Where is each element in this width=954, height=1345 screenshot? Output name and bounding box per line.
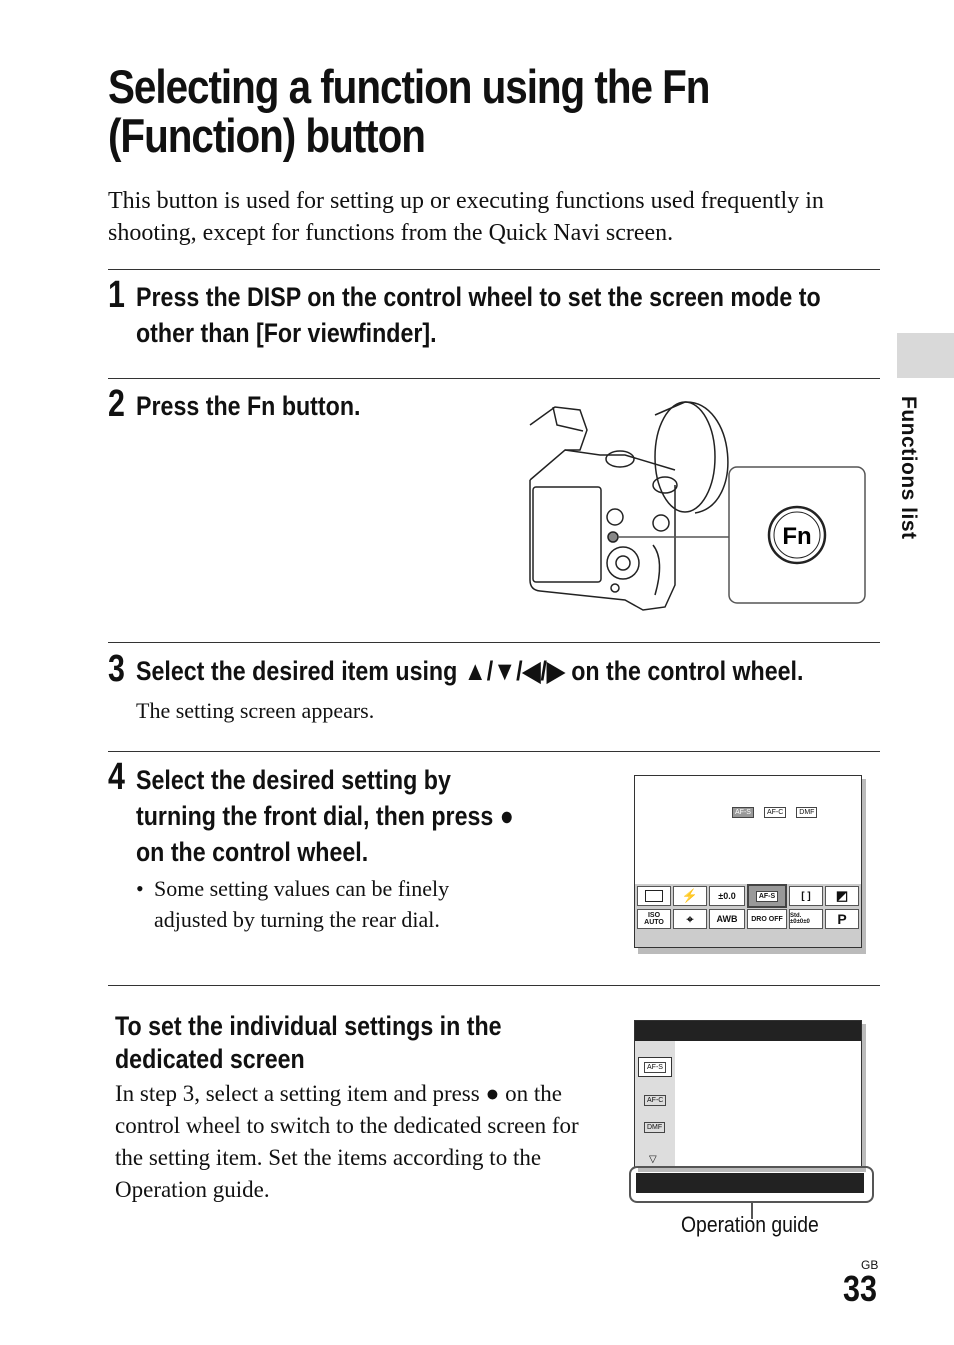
dro-value: DRO OFF <box>747 909 787 929</box>
step-3-note: The setting screen appears. <box>136 698 375 723</box>
focus-mode-selected <box>747 884 787 908</box>
option-chip: DMF <box>796 807 817 818</box>
setting-screen <box>634 775 862 948</box>
exposure-comp-value: ±0.0 <box>709 886 745 906</box>
more-down-icon: ▽ <box>649 1154 657 1165</box>
camera-back-illustration <box>525 395 870 615</box>
bullet-marker: • <box>136 876 144 901</box>
operation-guide-label: Operation guide <box>681 1212 819 1237</box>
step-1-text: Press the DISP on the control wheel to set the screen mode to other than [For viewfinder]. <box>136 282 821 348</box>
white-balance-value: AWB <box>709 909 745 929</box>
step-4-number: 4 <box>108 756 125 798</box>
page-title: Selecting a function using the Fn (Function) button <box>108 60 710 162</box>
divider <box>108 642 880 643</box>
divider <box>108 985 880 986</box>
option-chip: AF-C <box>764 807 786 818</box>
step-3-number: 3 <box>108 648 125 690</box>
dedicated-option-selected <box>638 1057 672 1077</box>
step-4-bullet: Some setting values can be finely adjusted by turning the rear dial. <box>154 876 450 932</box>
creative-style-icon: ◩ <box>825 886 859 906</box>
shooting-mode-value: P <box>825 909 859 929</box>
option-chip: AF-S <box>732 807 754 818</box>
option-chip: AF-C <box>644 1095 666 1106</box>
screen-header-bar <box>635 1021 861 1041</box>
section-tab <box>897 333 954 378</box>
divider <box>108 269 880 270</box>
option-chip: AF-S <box>644 1062 666 1073</box>
step-2-number: 2 <box>108 383 125 425</box>
operation-guide-bar <box>636 1173 864 1193</box>
drive-mode-icon <box>637 886 671 906</box>
step-3-text: Select the desired item using ▲/▼/◀/▶ on the control wheel. <box>136 656 804 686</box>
divider <box>108 378 880 379</box>
intro-paragraph: This button is used for setting up or executing functions used frequently in shooting, except for functions from the Quick Navi screen. <box>108 188 824 246</box>
metering-icon: ⌖ <box>673 909 707 929</box>
option-chip: DMF <box>644 1122 665 1133</box>
fn-button-label: Fn <box>782 523 812 550</box>
subsection-heading: To set the individual settings in the dedicated screen <box>115 1011 502 1074</box>
dedicated-screen <box>634 1020 862 1168</box>
picture-style-value: Std. ±0±0±0 <box>789 909 823 929</box>
page-number: 33 <box>843 1268 878 1309</box>
flash-icon: ⚡ <box>673 886 707 906</box>
subsection-body: In step 3, select a setting item and press ● on the control wheel to switch to the dedicated screen for the setting item. Set the items according to the Operation guide. <box>115 1081 579 1202</box>
side-section-label: Functions list <box>897 396 920 540</box>
focus-mode-value: AF-S <box>756 891 778 902</box>
iso-value: ISO AUTO <box>637 909 671 929</box>
step-2-text: Press the Fn button. <box>136 391 361 421</box>
region-code: GB <box>861 1258 879 1272</box>
divider <box>108 751 880 752</box>
step-4-text: Select the desired setting by turning the front dial, then press ● on the control wheel. <box>136 765 514 867</box>
focus-area-icon: [ ] <box>789 886 823 906</box>
step-1-number: 1 <box>108 274 125 316</box>
